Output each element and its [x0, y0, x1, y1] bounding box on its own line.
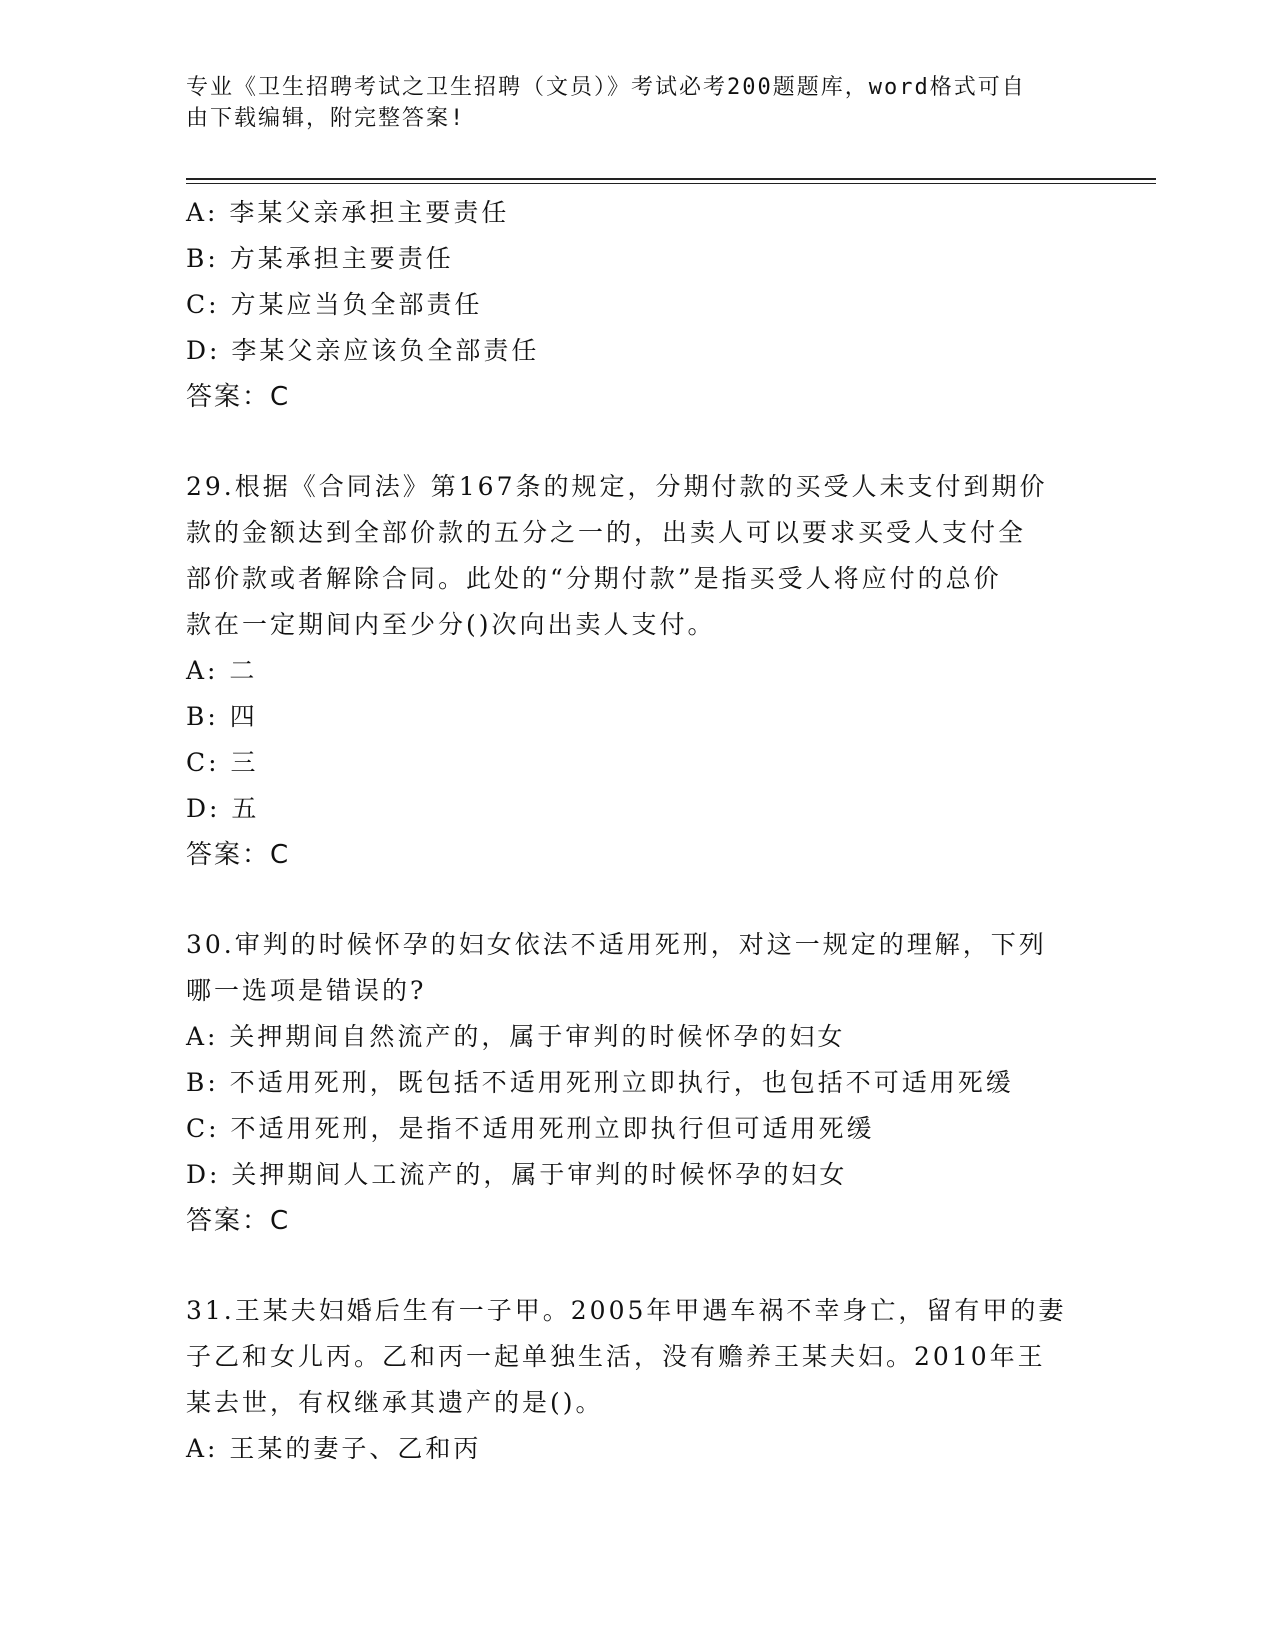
question-text-line: 31.王某夫妇婚后生有一子甲。2005年甲遇车祸不幸身亡，留有甲的妻 — [186, 1296, 1067, 1325]
option-a: A: 关押期间自然流产的，属于审判的时候怀孕的妇女 — [186, 1022, 846, 1051]
question-text-line: 哪一选项是错误的? — [186, 976, 427, 1005]
answer: 答案：C — [186, 1206, 291, 1236]
option-c: C: 不适用死刑，是指不适用死刑立即执行但可适用死缓 — [186, 1114, 875, 1143]
option-a: A: 二 — [186, 656, 258, 685]
question-28 — [186, 190, 1086, 420]
question-text-line: 29.根据《合同法》第167条的规定，分期付款的买受人未支付到期价 — [186, 472, 1048, 501]
question-text-line: 款在一定期间内至少分()次向出卖人支付。 — [186, 610, 716, 639]
question-list — [186, 190, 1086, 1472]
header-divider-thick — [186, 178, 1156, 180]
question-text-line: 某去世，有权继承其遗产的是()。 — [186, 1388, 604, 1417]
question-text-line: 子乙和女儿丙。乙和丙一起单独生活，没有赡养王某夫妇。2010年王 — [186, 1342, 1046, 1371]
answer: 答案：C — [186, 382, 291, 412]
option-b: B: 方某承担主要责任 — [186, 244, 454, 273]
question-text-line: 30.审判的时候怀孕的妇女依法不适用死刑，对这一规定的理解，下列 — [186, 930, 1047, 959]
answer: 答案：C — [186, 840, 291, 870]
question-30 — [186, 922, 1086, 1244]
option-d: D: 关押期间人工流产的，属于审判的时候怀孕的妇女 — [186, 1160, 848, 1189]
spacer — [186, 878, 1086, 922]
option-c: C: 三 — [186, 748, 259, 777]
option-b: B: 四 — [186, 702, 258, 731]
option-c: C: 方某应当负全部责任 — [186, 290, 483, 319]
option-a: A: 王某的妻子、乙和丙 — [186, 1434, 482, 1463]
option-b: B: 不适用死刑，既包括不适用死刑立即执行，也包括不可适用死缓 — [186, 1068, 1014, 1097]
spacer — [186, 1244, 1086, 1288]
option-d: D: 五 — [186, 794, 260, 823]
header-line-1: 专业《卫生招聘考试之卫生招聘（文员）》考试必考200题题库，word格式可自 — [186, 75, 1026, 100]
question-31 — [186, 1288, 1086, 1472]
question-29 — [186, 464, 1086, 878]
document-header — [186, 72, 1066, 134]
header-line-2: 由下载编辑，附完整答案! — [186, 106, 466, 131]
option-a: A: 李某父亲承担主要责任 — [186, 198, 510, 227]
header-divider-thin — [186, 183, 1156, 184]
question-text-line: 部价款或者解除合同。此处的“分期付款”是指买受人将应付的总价 — [186, 564, 1002, 593]
option-d: D: 李某父亲应该负全部责任 — [186, 336, 540, 365]
question-text-line: 款的金额达到全部价款的五分之一的，出卖人可以要求买受人支付全 — [186, 518, 1027, 547]
spacer — [186, 420, 1086, 464]
